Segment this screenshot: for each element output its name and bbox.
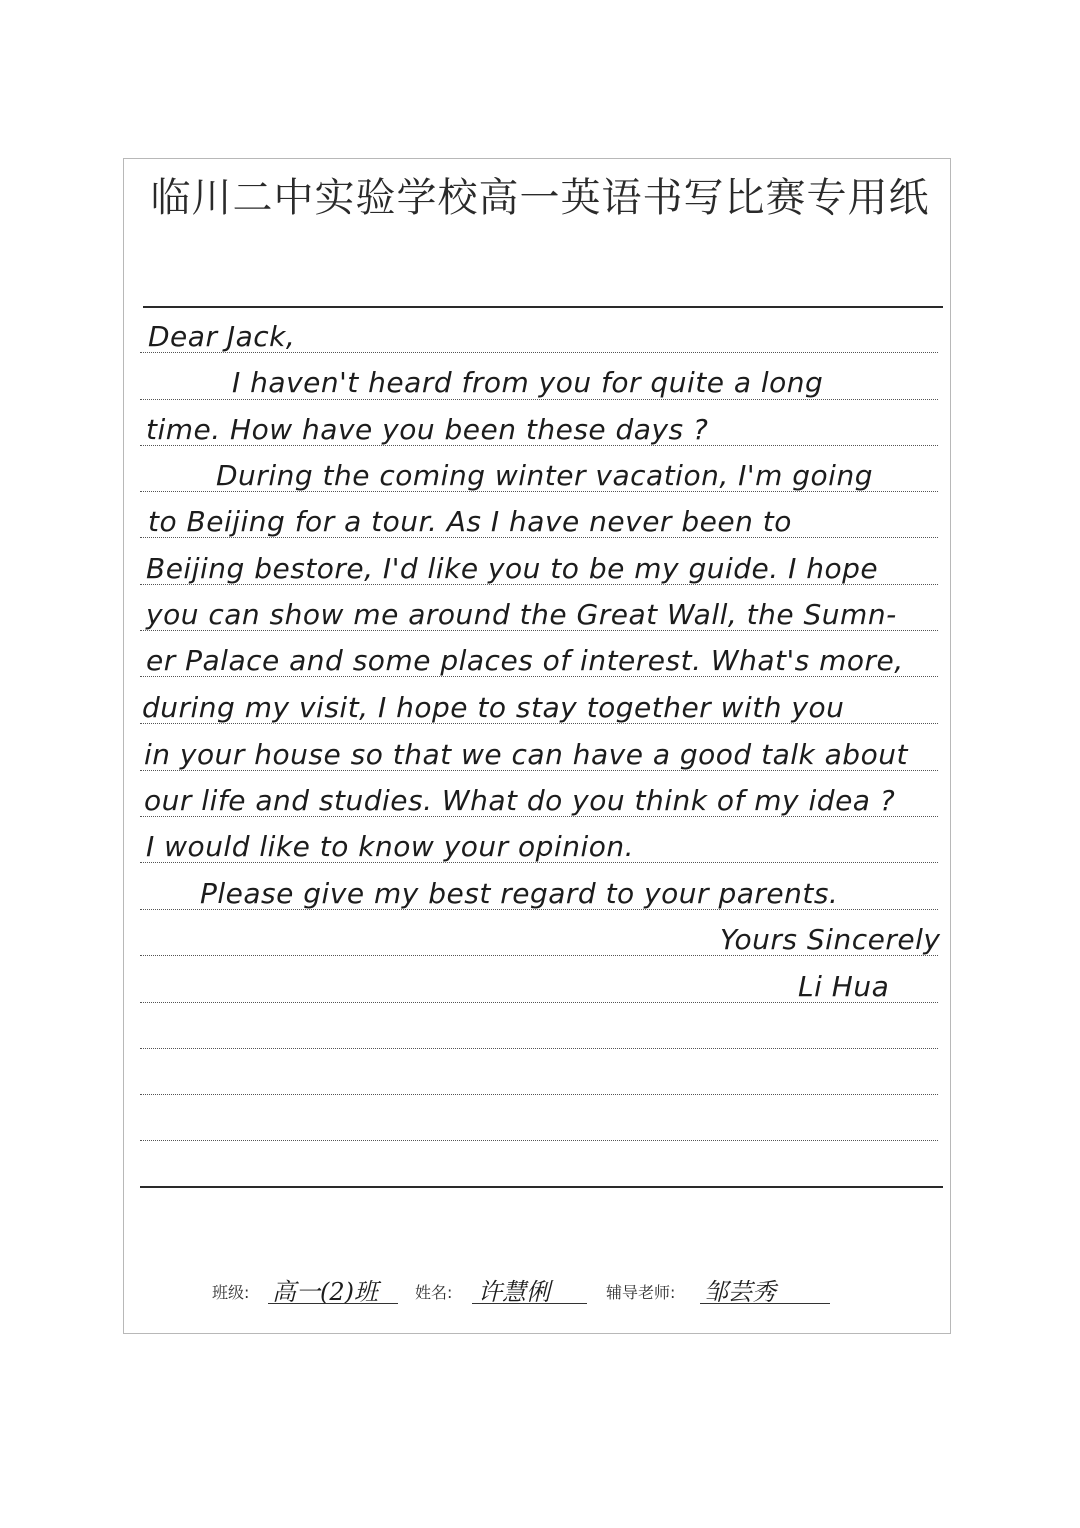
letter-line: Beijing bestore, I'd like you to be my guide. I hope xyxy=(146,552,879,585)
writing-line xyxy=(140,1048,938,1049)
letter-line: to Beijing for a tour. As I have never been to xyxy=(148,505,792,538)
name-underline xyxy=(472,1303,587,1304)
class-underline xyxy=(268,1303,398,1304)
bottom-solid-rule xyxy=(140,1186,943,1188)
letter-line: time. How have you been these days ? xyxy=(146,413,709,446)
letter-line: er Palace and some places of interest. What's more, xyxy=(146,644,904,677)
teacher-underline xyxy=(700,1303,830,1304)
paper-title: 临川二中实验学校高一英语书写比赛专用纸 xyxy=(150,175,930,221)
letter-closing: Yours Sincerely xyxy=(720,923,941,956)
writing-line xyxy=(140,1094,938,1095)
name-label: 姓名: xyxy=(415,1283,453,1302)
class-value: 高一(2)班 xyxy=(272,1278,378,1306)
name-value: 许慧俐 xyxy=(478,1278,550,1306)
teacher-value: 邹芸秀 xyxy=(704,1278,776,1306)
letter-line: during my visit, I hope to stay together with you xyxy=(142,691,845,724)
writing-line xyxy=(140,1140,938,1141)
class-label: 班级: xyxy=(212,1283,250,1302)
letter-line: During the coming winter vacation, I'm going xyxy=(216,459,873,492)
letter-line: I haven't heard from you for quite a long xyxy=(232,366,824,399)
top-solid-rule xyxy=(143,306,943,308)
letter-line: you can show me around the Great Wall, the Sumn- xyxy=(146,598,897,631)
letter-line: in your house so that we can have a good talk about xyxy=(144,738,908,771)
letter-signature: Li Hua xyxy=(798,970,890,1003)
letter-line: our life and studies. What do you think of my idea ? xyxy=(144,784,896,817)
letter-salutation: Dear Jack, xyxy=(148,320,296,353)
teacher-label: 辅导老师: xyxy=(606,1283,676,1302)
letter-line: Please give my best regard to your parents. xyxy=(200,877,839,910)
letter-line: I would like to know your opinion. xyxy=(146,830,635,863)
